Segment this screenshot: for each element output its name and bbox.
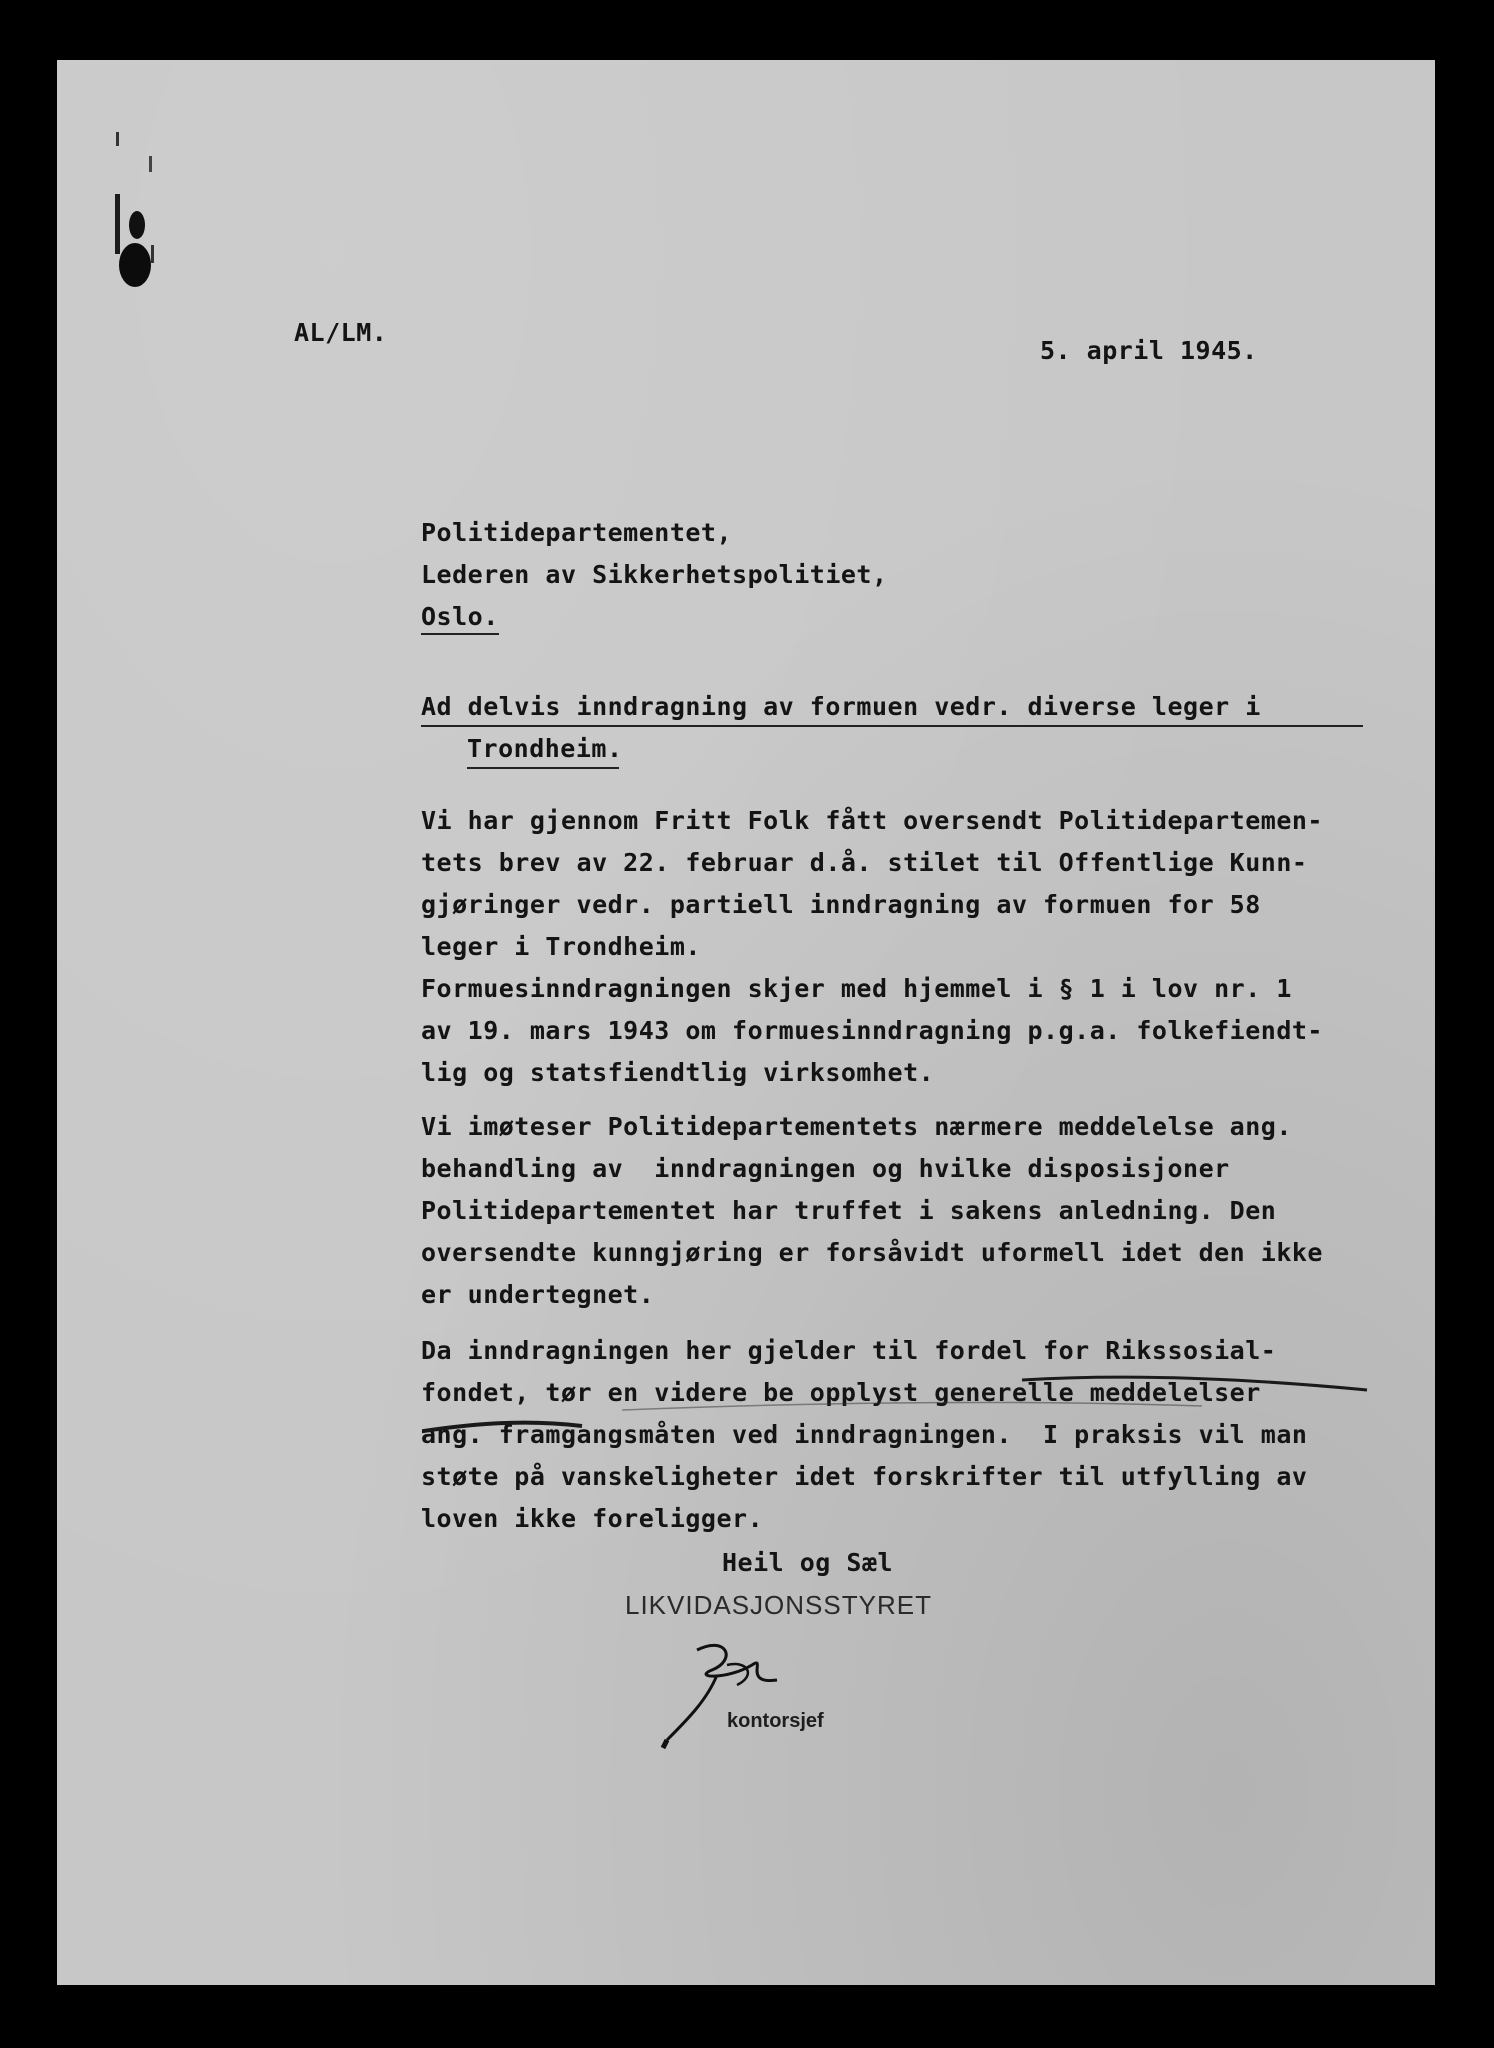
- reference-code: AL/LM.: [294, 318, 388, 347]
- document-page: [57, 60, 1435, 1985]
- body-line: fondet, tør en videre be opplyst generelle meddelelser: [421, 1378, 1261, 1407]
- body-line: Formuesinndragningen skjer med hjemmel i § 1 i lov nr. 1: [421, 974, 1292, 1003]
- addressee-city: [421, 602, 499, 631]
- pen-underline-mark: [422, 1370, 1372, 1460]
- body-line: ang. framgangsmåten ved inndragningen. I praksis vil man: [421, 1420, 1308, 1449]
- body-line: oversendte kunngjøring er forsåvidt uformell idet den ikke: [421, 1238, 1323, 1267]
- addressee-line: Lederen av Sikkerhetspolitiet,: [421, 560, 888, 589]
- body-line: loven ikke foreligger.: [421, 1504, 764, 1533]
- body-line: tets brev av 22. februar d.å. stilet til Offentlige Kunn-: [421, 848, 1308, 877]
- body-line: behandling av inndragningen og hvilke disposisjoner: [421, 1154, 1230, 1183]
- letter-date: 5. april 1945.: [1040, 336, 1258, 365]
- closing-salutation: Heil og Sæl: [722, 1548, 894, 1577]
- body-line: støte på vanskeligheter idet forskrifter til utfylling av: [421, 1462, 1308, 1491]
- subject-underline: [467, 767, 619, 769]
- subject-line: Trondheim.: [467, 734, 623, 763]
- signatory-title: kontorsjef: [727, 1710, 824, 1732]
- addressee-line: Politidepartementet,: [421, 518, 733, 547]
- organization-stamp: LIKVIDASJONSSTYRET: [625, 1590, 932, 1620]
- body-line: Politidepartementet har truffet i sakens anledning. Den: [421, 1196, 1277, 1225]
- body-line: Vi har gjennom Fritt Folk fått oversendt Politidepartemen-: [421, 806, 1323, 835]
- addressee-city-text: Oslo.: [421, 602, 499, 635]
- body-line: Vi imøteser Politidepartementets nærmere meddelelse ang.: [421, 1112, 1292, 1141]
- subject-line: Ad delvis inndragning av formuen vedr. diverse leger i: [421, 692, 1261, 721]
- body-line: leger i Trondheim.: [421, 932, 701, 961]
- body-line: gjøringer vedr. partiell inndragning av formuen for 58: [421, 890, 1261, 919]
- body-line: Da inndragningen her gjelder til fordel for Rikssosial-: [421, 1336, 1277, 1365]
- body-line: er undertegnet.: [421, 1280, 655, 1309]
- ink-blot-mark: [113, 130, 163, 300]
- body-line: av 19. mars 1943 om formuesinndragning p.g.a. folkefiendt-: [421, 1016, 1323, 1045]
- body-line: lig og statsfiendtlig virksomhet.: [421, 1058, 935, 1087]
- subject-underline: [421, 725, 1363, 727]
